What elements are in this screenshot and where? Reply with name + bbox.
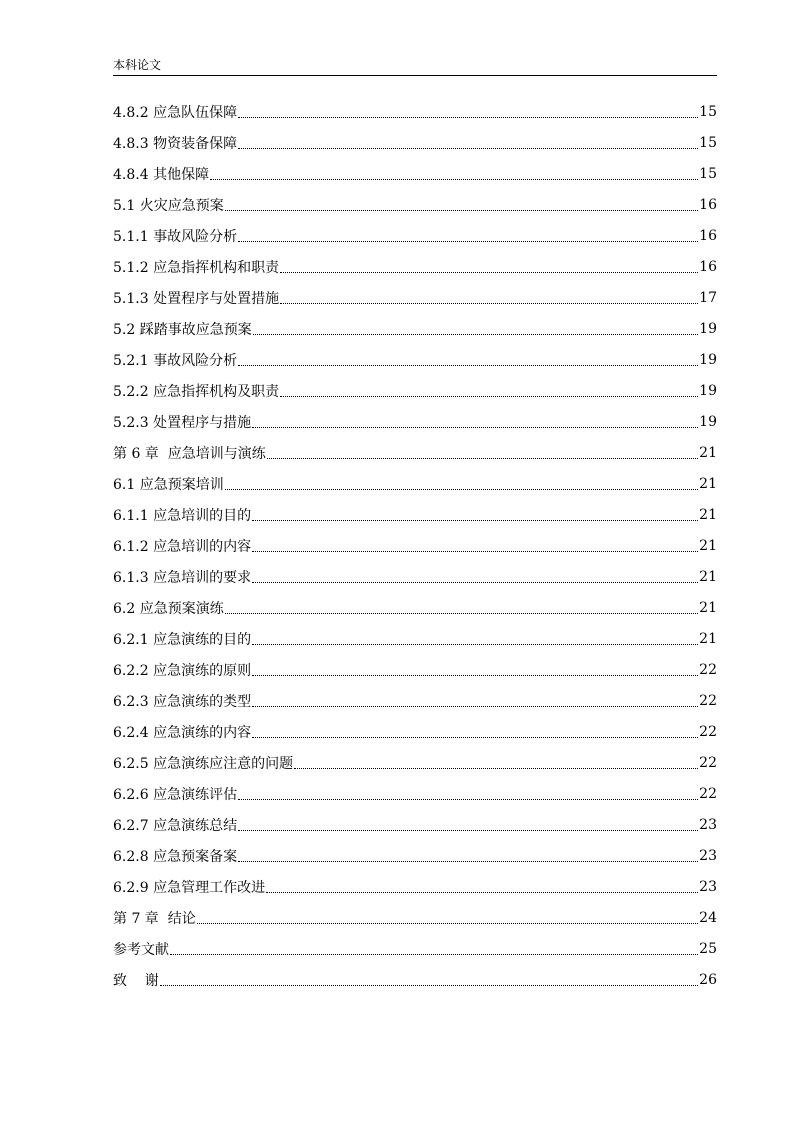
toc-entry-page-number: 19 — [699, 382, 717, 399]
toc-dot-leader — [252, 426, 698, 428]
toc-entry-label: 5.2.2 应急指挥机构及职责 — [113, 383, 280, 400]
toc-dot-leader — [267, 457, 698, 459]
table-of-contents — [113, 96, 717, 995]
toc-entry-label: 6.2.9 应急管理工作改进 — [113, 879, 266, 896]
toc-entry[interactable] — [113, 468, 717, 499]
toc-dot-leader — [253, 333, 698, 335]
toc-entry[interactable] — [113, 189, 717, 220]
toc-dot-leader — [280, 271, 698, 273]
toc-dot-leader — [252, 674, 698, 676]
toc-entry-label: 致 谢 — [113, 972, 159, 989]
toc-dot-leader — [280, 302, 698, 304]
toc-entry-page-number: 16 — [699, 196, 717, 213]
toc-entry-label: 6.2.4 应急演练的内容 — [113, 724, 252, 741]
toc-entry-page-number: 21 — [699, 599, 717, 616]
toc-entry[interactable] — [113, 778, 717, 809]
toc-entry[interactable] — [113, 902, 717, 933]
toc-entry[interactable] — [113, 251, 717, 282]
toc-entry-page-number: 17 — [699, 289, 717, 306]
toc-entry-label: 第 7 章 结论 — [113, 910, 196, 927]
toc-entry-label: 4.8.2 应急队伍保障 — [113, 104, 238, 121]
toc-entry[interactable] — [113, 685, 717, 716]
toc-entry-page-number: 23 — [699, 878, 717, 895]
toc-entry-label: 6.2.8 应急预案备案 — [113, 848, 238, 865]
toc-entry-page-number: 23 — [699, 847, 717, 864]
toc-dot-leader — [238, 364, 698, 366]
toc-entry[interactable] — [113, 530, 717, 561]
toc-entry-page-number: 15 — [699, 103, 717, 120]
toc-entry-label: 5.1.1 事故风险分析 — [113, 228, 238, 245]
toc-entry-page-number: 16 — [699, 258, 717, 275]
toc-entry-page-number: 26 — [699, 971, 717, 988]
toc-entry[interactable] — [113, 654, 717, 685]
toc-dot-leader — [225, 209, 698, 211]
toc-entry-label: 6.1.3 应急培训的要求 — [113, 569, 252, 586]
toc-dot-leader — [238, 829, 698, 831]
toc-entry-page-number: 22 — [699, 723, 717, 740]
toc-dot-leader — [280, 395, 698, 397]
toc-entry[interactable] — [113, 840, 717, 871]
toc-entry-page-number: 21 — [699, 444, 717, 461]
toc-dot-leader — [252, 643, 698, 645]
toc-entry-page-number: 21 — [699, 630, 717, 647]
toc-entry-page-number: 22 — [699, 692, 717, 709]
toc-dot-leader — [197, 922, 698, 924]
header-title: 本科论文 — [113, 58, 162, 72]
toc-entry-page-number: 21 — [699, 537, 717, 554]
toc-entry[interactable] — [113, 220, 717, 251]
toc-entry[interactable] — [113, 716, 717, 747]
toc-entry[interactable] — [113, 561, 717, 592]
toc-dot-leader — [238, 860, 698, 862]
toc-entry-label: 第 6 章 应急培训与演练 — [113, 445, 266, 462]
toc-entry[interactable] — [113, 933, 717, 964]
toc-entry[interactable] — [113, 623, 717, 654]
toc-dot-leader — [238, 798, 698, 800]
toc-dot-leader — [294, 767, 698, 769]
toc-entry-label: 4.8.3 物资装备保障 — [113, 135, 238, 152]
toc-entry-page-number: 22 — [699, 754, 717, 771]
toc-dot-leader — [252, 705, 698, 707]
toc-entry-page-number: 19 — [699, 413, 717, 430]
toc-entry-label: 6.2 应急预案演练 — [113, 600, 224, 617]
toc-entry[interactable] — [113, 871, 717, 902]
toc-entry-page-number: 21 — [699, 475, 717, 492]
toc-entry[interactable] — [113, 313, 717, 344]
toc-dot-leader — [225, 488, 698, 490]
toc-entry-page-number: 15 — [699, 134, 717, 151]
toc-entry-page-number: 19 — [699, 351, 717, 368]
page-header — [113, 56, 717, 76]
toc-dot-leader — [252, 736, 698, 738]
toc-dot-leader — [252, 550, 698, 552]
toc-entry-page-number: 24 — [699, 909, 717, 926]
toc-entry-label: 5.2.1 事故风险分析 — [113, 352, 238, 369]
toc-entry[interactable] — [113, 437, 717, 468]
toc-entry-label: 6.2.7 应急演练总结 — [113, 817, 238, 834]
toc-dot-leader — [170, 953, 698, 955]
toc-entry-page-number: 16 — [699, 227, 717, 244]
toc-entry-page-number: 21 — [699, 506, 717, 523]
toc-entry-label: 参考文献 — [113, 941, 169, 958]
toc-entry-page-number: 22 — [699, 785, 717, 802]
toc-entry[interactable] — [113, 375, 717, 406]
toc-dot-leader — [225, 612, 698, 614]
toc-entry-page-number: 15 — [699, 165, 717, 182]
toc-entry[interactable] — [113, 747, 717, 778]
toc-entry[interactable] — [113, 96, 717, 127]
toc-entry[interactable] — [113, 406, 717, 437]
toc-dot-leader — [252, 519, 698, 521]
toc-entry-label: 6.1 应急预案培训 — [113, 476, 224, 493]
toc-dot-leader — [238, 240, 698, 242]
toc-entry[interactable] — [113, 499, 717, 530]
toc-dot-leader — [266, 891, 698, 893]
toc-entry-page-number: 21 — [699, 568, 717, 585]
toc-entry-label: 6.2.5 应急演练应注意的问题 — [113, 755, 294, 772]
toc-entry-label: 6.1.2 应急培训的内容 — [113, 538, 252, 555]
toc-dot-leader — [160, 984, 698, 986]
toc-entry-label: 6.1.1 应急培训的目的 — [113, 507, 252, 524]
toc-entry-page-number: 19 — [699, 320, 717, 337]
toc-entry-page-number: 23 — [699, 816, 717, 833]
toc-entry-label: 6.2.3 应急演练的类型 — [113, 693, 252, 710]
toc-dot-leader — [238, 116, 698, 118]
toc-entry-label: 6.2.6 应急演练评估 — [113, 786, 238, 803]
toc-entry[interactable] — [113, 127, 717, 158]
toc-entry-label: 6.2.1 应急演练的目的 — [113, 631, 252, 648]
toc-dot-leader — [238, 147, 698, 149]
toc-dot-leader — [210, 178, 698, 180]
toc-entry[interactable] — [113, 158, 717, 189]
toc-entry-label: 5.1.2 应急指挥机构和职责 — [113, 259, 280, 276]
toc-entry-page-number: 22 — [699, 661, 717, 678]
toc-entry[interactable] — [113, 592, 717, 623]
toc-dot-leader — [252, 581, 698, 583]
toc-entry-label: 4.8.4 其他保障 — [113, 166, 210, 183]
toc-entry[interactable] — [113, 344, 717, 375]
toc-entry-page-number: 25 — [699, 940, 717, 957]
toc-entry-label: 6.2.2 应急演练的原则 — [113, 662, 252, 679]
toc-entry[interactable] — [113, 964, 717, 995]
toc-entry-label: 5.2.3 处置程序与措施 — [113, 414, 252, 431]
toc-entry[interactable] — [113, 282, 717, 313]
toc-entry-label: 5.1.3 处置程序与处置措施 — [113, 290, 280, 307]
toc-entry-label: 5.1 火灾应急预案 — [113, 197, 224, 214]
toc-entry[interactable] — [113, 809, 717, 840]
toc-entry-label: 5.2 踩踏事故应急预案 — [113, 321, 252, 338]
